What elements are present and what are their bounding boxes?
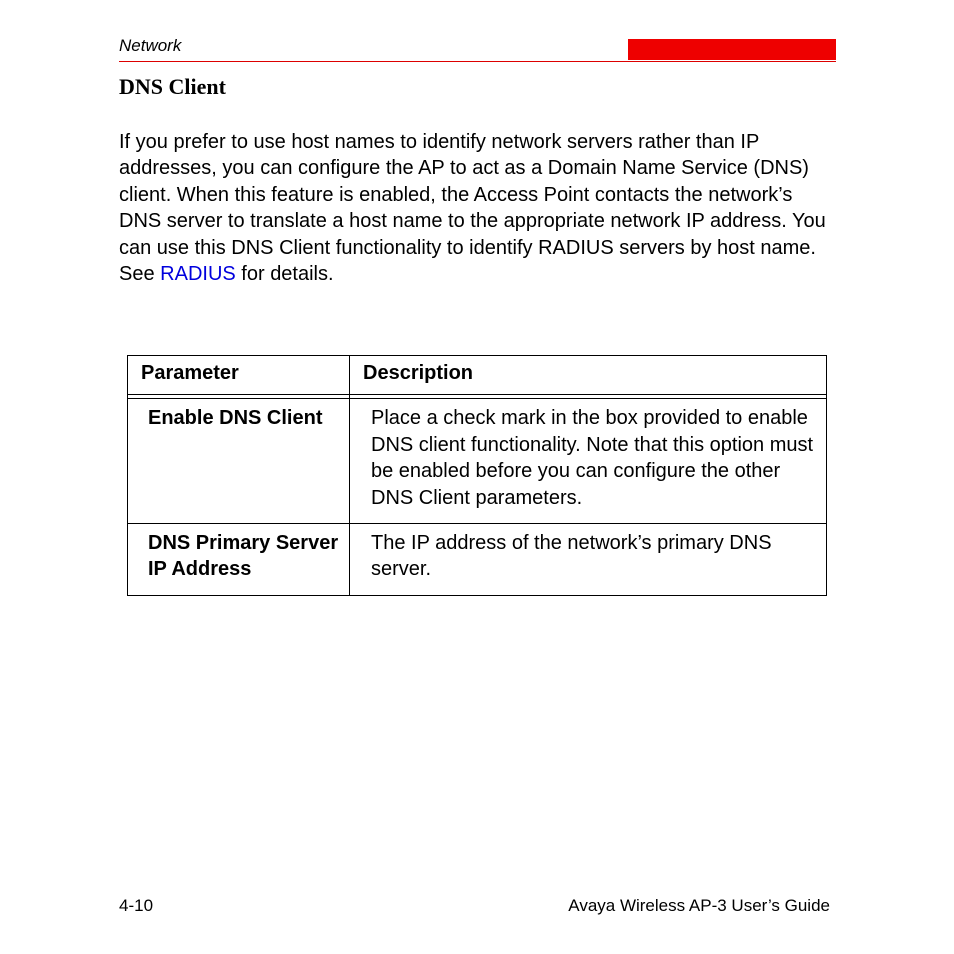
running-header: Network [119, 36, 182, 55]
parameter-cell: Enable DNS Client [128, 399, 350, 524]
radius-link[interactable]: RADIUS [160, 263, 236, 286]
guide-title: Avaya Wireless AP-3 User’s Guide [568, 896, 830, 915]
intro-text-after-link: for details. [235, 263, 334, 286]
intro-paragraph [119, 129, 839, 287]
parameter-table [127, 355, 827, 596]
section-title: DNS Client [119, 74, 226, 99]
table-row [128, 524, 827, 596]
header-rule [119, 61, 836, 62]
column-header-description: Description [350, 356, 827, 395]
table-header-row [128, 356, 827, 395]
description-cell: Place a check mark in the box provided to enable DNS client functionality. Note that this option must be enabled before you can configure the other DNS Client parameters. [350, 399, 827, 524]
page-number: 4-10 [119, 896, 154, 915]
header-accent-bar [628, 39, 836, 60]
description-cell: The IP address of the network’s primary DNS server. [350, 524, 827, 596]
table-row [128, 399, 827, 524]
parameter-cell: DNS Primary Server IP Address [128, 524, 350, 596]
intro-text-before-link: If you prefer to use host names to identify network servers rather than IP addresses, you can configure the AP to act as a Domain Name Service (DNS) client. When this feature is enabled, the Access Point contacts the network’s DNS server to translate a host name to the appropriate network IP address. You can use this DNS Client functionality to identify RADIUS servers by host name. See [119, 131, 826, 286]
column-header-parameter: Parameter [128, 356, 350, 395]
